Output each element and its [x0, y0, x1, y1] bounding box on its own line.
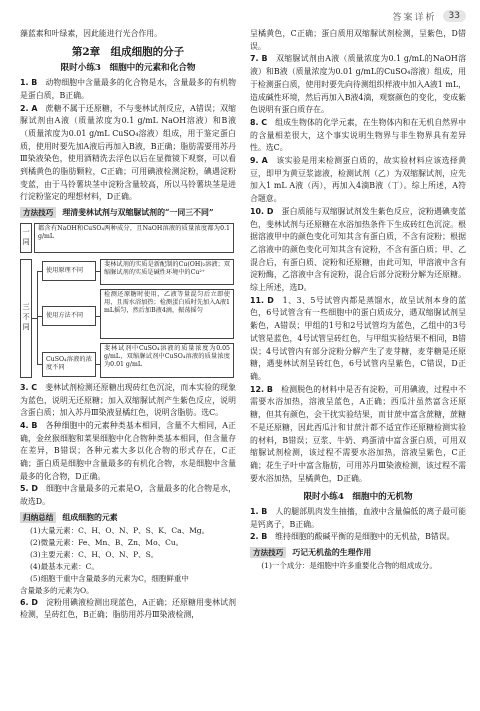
- answer-text: 人的腿部肌肉发生抽搐，血液中含量偏低的离子最可能是钙离子，B正确。: [250, 507, 466, 529]
- answer-number: 1. B: [250, 507, 268, 517]
- answer-number: 10. D: [250, 206, 274, 216]
- answer-6: [20, 597, 236, 622]
- method-tip-tag: 方法技巧: [20, 207, 56, 218]
- answer-1: [20, 77, 236, 102]
- category-1-detail: 斐林试剂的实质是新配制的Cu(OH)₂溶液；双缩脲试剂的实质是碱性环境中的Cu²⁺: [100, 259, 234, 285]
- summary-line: (4)最基本元素：C。: [30, 561, 99, 571]
- answer-11: [250, 295, 466, 384]
- answer-8: [250, 117, 466, 155]
- answer-number: 4. B: [20, 420, 38, 430]
- answer-6-continued: 呈橘黄色，C正确；蛋白质用双缩脲试剂检测，呈紫色，D错误。: [250, 29, 466, 51]
- same-box: 都含有NaOH和CuSO₄两种成分，且NaOH溶液的质量浓度都为0.1 g/mL: [34, 223, 234, 253]
- right-column: [250, 28, 466, 572]
- summary-line: (3)主要元素：C、H、O、N、P、S。: [30, 549, 159, 559]
- answer-text: 组成生物体的化学元素，在生物体内和在无机自然界中的含量相差很大，这个事实说明生物界与非生物界具有差异性。选C。: [250, 117, 466, 153]
- answer-3: [20, 382, 236, 420]
- page-header: [393, 6, 466, 26]
- answer-text: 蔗糖不属于还原糖，不与斐林试剂反应，A错误；双缩脲试剂由A液（质量浓度为0.1 g/mL NaOH溶液）和B液（质量浓度为0.01 g/mL CuSO₄溶液）组成，用于鉴定蛋白质，使用时要先加A液后再加入B液，B正确；脂肪需要用苏丹Ⅲ染液染色，使用酒精洗去浮色以后在显微镜下观察，可以看到橘黄色的脂肪颗粒，C正确；可用碘液检测淀粉，碘遇淀粉变蓝，由于马铃薯块茎中淀粉含量较高，所以马铃薯块茎是进行淀粉鉴定的理想材料，D正确。: [20, 103, 236, 202]
- answer-2: [20, 103, 236, 205]
- intro-text: 藻蓝素和叶绿素，因此能进行光合作用。: [20, 29, 163, 38]
- method-tip-heading-2: [250, 547, 466, 560]
- answer-text: 动物细胞中含量最多的化合物是水，含量最多的有机物是蛋白质，B正确。: [20, 78, 236, 100]
- method-tip-title: 巧记无机盐的生理作用: [292, 548, 372, 558]
- answer-text: 蛋白质能与双缩脲试剂发生紫色反应，淀粉遇碘变蓝色，斐林试剂与还原糖在水浴加热条件下生成砖红色沉淀。根据溶液甲中的颜色变化可知其含有蛋白质，不含有淀粉；根据乙溶液中的颜色变化可知其含有淀粉，不含有蛋白质；甲、乙混合后，有蛋白质、淀粉和还原糖，由此可知，甲溶液中含有淀粉酶，乙溶液中含有淀粉，混合后部分淀粉分解为还原糖。综上所述，选D。: [250, 206, 466, 293]
- category-3-detail: 斐林试剂中CuSO₄溶液的质量浓度为0.05 g/mL，双缩脲试剂中CuSO₄溶液的质量浓度为0.01 g/mL: [100, 343, 234, 378]
- connector-line: [37, 271, 38, 365]
- answer-number: 6. D: [20, 597, 38, 607]
- method-tip-tag: 方法技巧: [250, 547, 286, 558]
- answer-text: 检测脱色的材料中是否有淀粉，可用碘液，过程中不需要水浴加热，溶液呈蓝色，A正确；西瓜汁虽然富含还原糖，但其有颜色，会干扰实验结果，而甘蔗中富含蔗糖，蔗糖不是还原糖，因此西瓜汁和甘蔗汁都不适宜作还原糖检测实验的材料，B错误；豆浆、牛奶、鸡蛋清中富含蛋白质，可用双缩脲试剂检测，该过程不需要水浴加热，溶液呈紫色，C正确；花生子叶中富含脂肪，可用苏丹Ⅲ染液检测，该过程不需要水浴加热，呈橘黄色，D正确。: [250, 384, 466, 483]
- method-tip-title: 理清斐林试剂与双缩脲试剂的“一同三不同”: [62, 208, 214, 218]
- answer-number: 8. C: [250, 117, 268, 127]
- section-title: 限时小练3 细胞中的元素和化合物: [60, 63, 196, 74]
- answer-number: 2. B: [250, 532, 268, 542]
- section-title-2: 限时小练4 细胞中的无机物: [303, 492, 413, 503]
- summary-line: (2)微量元素：Fe、Mn、B、Zn、Mo、Cu。: [30, 537, 184, 547]
- summary-line: 含量最多的元素为O。: [20, 585, 94, 595]
- answer-number: 1. B: [20, 78, 38, 88]
- category-3: CuSO₄溶液的浓度不同: [42, 352, 96, 377]
- answer-number: 2. A: [20, 103, 38, 113]
- answer-text: 淀粉用碘液检测出现蓝色，A正确；还原糖用斐林试剂检测，呈砖红色，B正确；脂肪用苏丹Ⅲ染液检测，: [20, 597, 236, 620]
- summary-line: (5)细胞干重中含量最多的元素为C，细胞鲜重中: [30, 573, 189, 583]
- chapter-title: 第2章 组成细胞的分子: [71, 45, 185, 58]
- left-column: [20, 28, 236, 622]
- answer-number: 3. C: [20, 382, 38, 392]
- answer-r1: [250, 506, 466, 531]
- summary-heading: [20, 512, 236, 525]
- answer-number: 11. D: [250, 295, 274, 305]
- answer-7: [250, 53, 466, 117]
- header-title: 答案详析: [392, 12, 437, 23]
- diff-label: 三不同: [20, 259, 32, 378]
- answer-text: 双缩脲试剂由A液（质量浓度为0.1 g/mL的NaOH溶液）和B液（质量浓度为0.01 g/mL的CuSO₄溶液）组成，用于检测蛋白质，使用时要先向待测组织样液中加入A液1 mL，造成碱性环境，然后再加入B液4滴，观察颜色的变化，变成紫色说明有蛋白质存在。: [250, 54, 466, 115]
- answer-text: 各种细胞中的元素种类基本相同，含量不大相同，A正确，金丝猴细胞和菜果细胞中化合物种类基本相同，但含量存在差异，B错误；各种元素大多以化合物的形式存在，C正确；蛋白质是细胞中含量最多的有机化合物，水是细胞中含量最多的化合物，D正确。: [20, 420, 236, 481]
- answer-text: 该实验是用来检测蛋白质的，故实验材料应该选择黄豆，即甲为黄豆浆滤液，检测试剂（乙）为双缩脲试剂，应先加入1 mL A液（丙），再加入4滴B液（丁）。综上所述，A符合题意。: [250, 156, 466, 204]
- page-number: 33: [443, 10, 466, 22]
- answer-text: 1、3、5号试管内都是蒸馏水，故呈试剂本身的蓝色，6号试管含有一些细胞中的蛋白质成分，遇双缩脲试剂呈紫色，A错误；甲组的1号和2号试管均为蓝色，乙组中的3号试管是蓝色，4号试管呈砖红色，与甲组实验结果不相同，B错误；4号试管内有部分淀粉分解产生了麦芽糖，麦芽糖是还原糖，遇斐林试剂呈砖红色，6号试管内呈紫色，C错误，D正确。: [250, 295, 467, 381]
- answer-12: [250, 384, 466, 486]
- answer-5: [20, 483, 236, 508]
- answer-4: [20, 420, 236, 484]
- answer-number: 5. D: [20, 484, 38, 494]
- method-tip-heading: [20, 207, 236, 220]
- tip-text: (1)一个成分：是细胞中许多重要化合物的组成成分。: [261, 560, 437, 570]
- category-2: 使用方法不同: [42, 306, 96, 326]
- answer-number: 7. B: [250, 54, 268, 64]
- answer-text: 斐林试剂检测还原糖出现砖红色沉淀，而本实验的现象为蓝色，说明无还原糖；加入双缩脲试剂产生紫色反应，说明含蛋白质；加入苏丹Ⅲ染液显橘红色，说明含脂肪。选C。: [20, 382, 236, 418]
- answer-text: 细胞中含量最多的元素是O，含量最多的化合物是水，故选D。: [20, 484, 236, 507]
- answer-number: 12. B: [250, 384, 273, 394]
- category-2-detail: 检测还原糖时使用，乙液等量混匀后立即使用，且需水浴加热；检测蛋白质时先加入A液1 mL摇匀，然后加B液4滴，振荡摇匀: [100, 289, 234, 339]
- answer-9: [250, 155, 466, 206]
- category-1: 使用原理不同: [42, 261, 96, 281]
- answer-text: 维持细胞的酸碱平衡的是细胞中的无机盐，B错误。: [275, 532, 455, 542]
- comparison-diagram: [20, 223, 234, 378]
- answer-r2: [250, 531, 466, 544]
- summary-title: 组成细胞的元素: [62, 512, 118, 522]
- summary-line: (1)大量元素：C、H、O、N、P、S、K、Ca、Mg。: [30, 525, 210, 535]
- same-label: 一同: [20, 223, 32, 253]
- answer-10: [250, 206, 466, 295]
- answer-number: 9. A: [250, 156, 268, 166]
- summary-tag: 归纳总结: [20, 512, 56, 523]
